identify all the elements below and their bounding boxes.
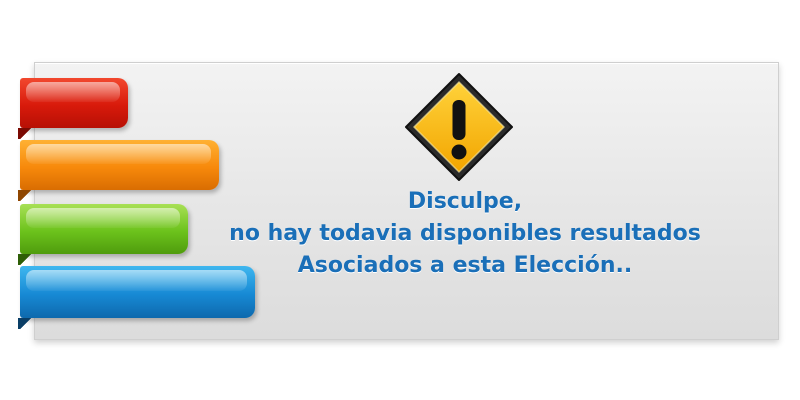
bar-fold-red <box>18 128 34 139</box>
decorative-bar-red <box>20 78 128 128</box>
notice-message <box>200 186 730 282</box>
bar-fold-green <box>18 254 34 265</box>
decorative-bar-green <box>20 204 188 254</box>
bar-fold-blue <box>18 318 34 329</box>
message-line-2: no hay todavia disponibles resultados <box>229 221 701 246</box>
decorative-bar-orange <box>20 140 219 190</box>
warning-icon <box>400 68 518 186</box>
message-line-3: Asociados a esta Elección.. <box>297 253 633 278</box>
bar-fold-orange <box>18 190 34 201</box>
message-line-1: Disculpe, <box>407 189 523 214</box>
